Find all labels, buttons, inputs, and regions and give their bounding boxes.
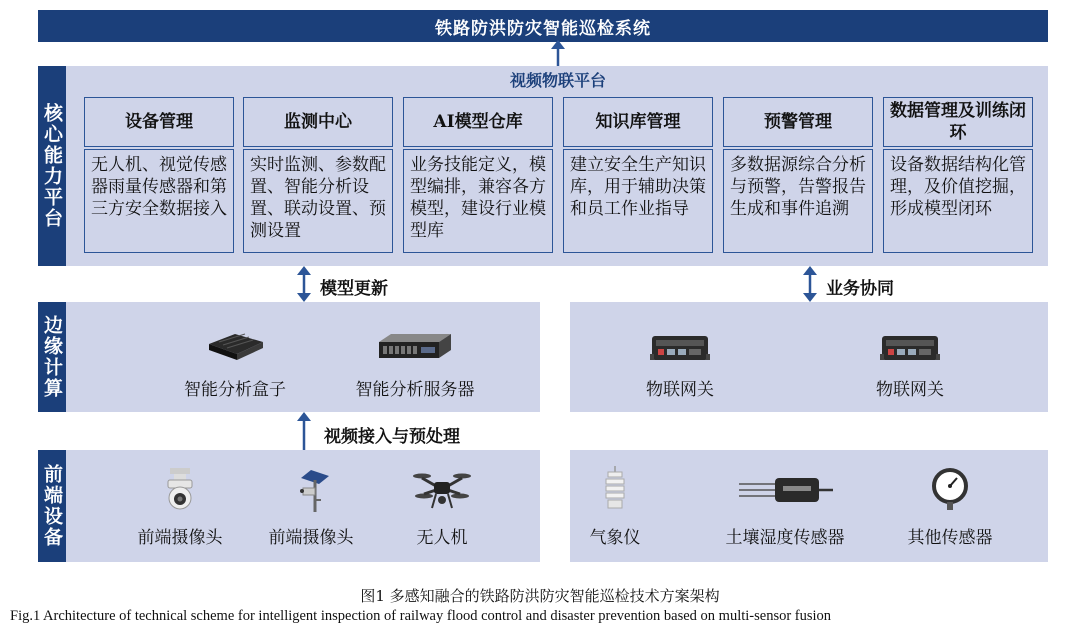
device-analysis-box — [170, 328, 300, 400]
module-title: 数据管理及训练闭环 — [883, 97, 1033, 147]
device-iot-gateway-2 — [850, 328, 970, 400]
edge-computing-label — [38, 302, 66, 412]
device-label: 智能分析服务器 — [355, 380, 475, 400]
module-desc: 多数据源综合分析与预警，告警报告生成和事件追溯 — [723, 149, 873, 253]
front-devices-label — [38, 450, 66, 562]
device-other-sensor — [895, 466, 1005, 548]
device-label: 智能分析盒子 — [184, 380, 286, 400]
device-front-camera-pole — [256, 466, 366, 548]
device-label: 物联网关 — [876, 380, 944, 400]
model-update-double-arrow — [294, 266, 314, 302]
edge-computing-label-text: 边缘计算 — [41, 315, 63, 399]
module-desc: 业务技能定义，模型编排，兼容各方模型，建设行业模型库 — [403, 149, 553, 253]
business-collab-double-arrow — [800, 266, 820, 302]
model-update-label: 模型更新 — [320, 279, 388, 299]
dome-camera-icon — [160, 466, 200, 512]
video-access-up-arrow — [294, 412, 314, 450]
module-desc: 无人机、视觉传感器雨量传感器和第三方安全数据接入 — [84, 149, 234, 253]
device-iot-gateway-1 — [620, 328, 740, 400]
core-platform-label-text: 核心能力平台 — [41, 103, 63, 229]
device-label: 前端摄像头 — [268, 528, 354, 548]
soil-sensor-icon — [735, 466, 835, 512]
module-title: 预警管理 — [723, 97, 873, 147]
iot-gateway-icon — [878, 328, 942, 364]
video-iot-platform-title: 视频物联平台 — [509, 71, 606, 90]
module-desc: 实时监测、参数配置、智能分析设置、联动设置、预测设置 — [243, 149, 393, 253]
module-data-management — [883, 97, 1033, 253]
module-warning-management — [723, 97, 873, 253]
video-access-label: 视频接入与预处理 — [324, 427, 460, 447]
system-title: 铁路防洪防灾智能巡检系统 — [435, 18, 651, 39]
drone-icon — [412, 466, 472, 512]
module-title: 设备管理 — [84, 97, 234, 147]
module-ai-model-warehouse — [403, 97, 553, 253]
module-knowledge-base — [563, 97, 713, 253]
device-label: 其他传感器 — [907, 528, 993, 548]
system-title-bar — [38, 10, 1048, 42]
module-title: 知识库管理 — [563, 97, 713, 147]
device-soil-moisture-sensor — [700, 466, 870, 548]
device-label: 前端摄像头 — [137, 528, 223, 548]
server-icon — [377, 328, 453, 364]
device-label: 气象仪 — [589, 528, 641, 548]
device-label: 无人机 — [416, 528, 468, 548]
device-label: 物联网关 — [646, 380, 714, 400]
device-drone — [387, 466, 497, 548]
module-desc: 设备数据结构化管理，及价值挖掘，形成模型闭环 — [883, 149, 1033, 253]
module-title: 监测中心 — [243, 97, 393, 147]
pressure-gauge-icon — [930, 466, 970, 512]
analysis-box-icon — [205, 328, 265, 364]
device-weather-station — [560, 466, 670, 548]
up-arrow-to-title — [548, 40, 568, 68]
module-title: AI模型仓库 — [403, 97, 553, 147]
iot-gateway-icon — [648, 328, 712, 364]
front-devices-label-text: 前端设备 — [41, 464, 63, 548]
figure-caption-en: Fig.1 Architecture of technical scheme for intelligent inspection of railway flood control and disaster prevention based on multi-sensor fusion — [10, 608, 832, 624]
module-desc: 建立安全生产知识库，用于辅助决策和员工作业指导 — [563, 149, 713, 253]
core-platform-label — [38, 66, 66, 266]
device-analysis-server — [340, 328, 490, 400]
figure-caption-cn: 图1 多感知融合的铁路防洪防灾智能巡检技术方案架构 — [360, 587, 720, 605]
business-collab-label: 业务协同 — [826, 279, 894, 299]
module-monitoring-center — [243, 97, 393, 253]
pole-camera-icon — [289, 466, 333, 512]
device-front-camera-dome — [125, 466, 235, 548]
weather-station-icon — [600, 466, 630, 512]
module-device-management — [84, 97, 234, 253]
device-label: 土壤湿度传感器 — [725, 528, 845, 548]
